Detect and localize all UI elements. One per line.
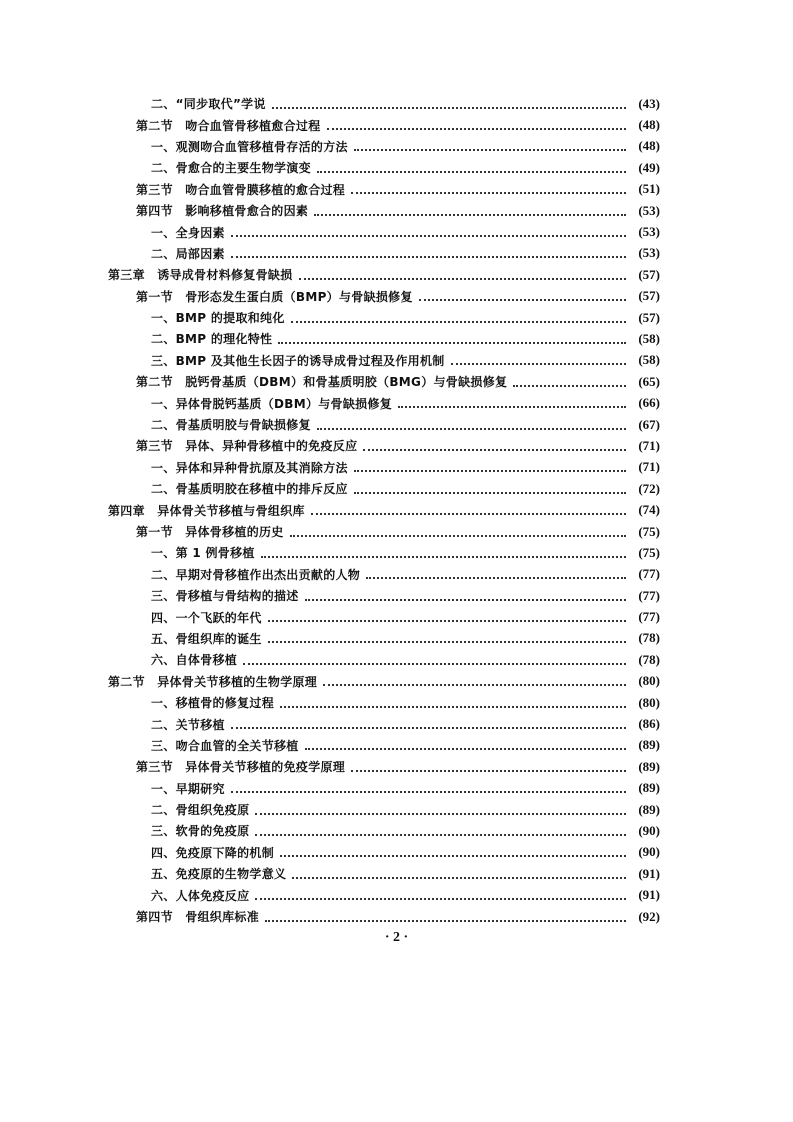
toc-entry-title: 二、骨组织免疫原 bbox=[151, 803, 250, 818]
toc-entry-item bbox=[0, 863, 793, 884]
toc-entry-section bbox=[0, 286, 793, 307]
dot-leader bbox=[280, 853, 626, 857]
toc-entry-item bbox=[0, 392, 793, 413]
toc-entry-item bbox=[0, 649, 793, 670]
toc-entry-title: 三、骨移植与骨结构的描述 bbox=[151, 589, 299, 604]
dot-leader bbox=[292, 875, 626, 879]
toc-entry-section bbox=[0, 371, 793, 392]
toc-entry-title: 一、移植骨的修复过程 bbox=[151, 696, 275, 711]
toc-entry-title: 一、异体和异种骨抗原及其消除方法 bbox=[151, 460, 348, 475]
dot-leader bbox=[231, 789, 626, 793]
dot-leader bbox=[314, 212, 626, 216]
toc-entry-item bbox=[0, 221, 793, 242]
dot-leader bbox=[451, 361, 626, 365]
dot-leader bbox=[255, 896, 626, 900]
toc-entry-title: 第四节 骨组织库标准 bbox=[136, 910, 260, 925]
toc-entry-title: 第四章 异体骨关节移植与骨组织库 bbox=[108, 503, 305, 518]
dot-leader bbox=[231, 725, 626, 729]
toc-entry-page: (48) bbox=[638, 117, 660, 133]
toc-entry-title: 二、关节移植 bbox=[151, 717, 225, 732]
dot-leader bbox=[513, 383, 626, 387]
toc-entry-title: 第三章 诱导成骨材料修复骨缺损 bbox=[108, 268, 293, 283]
toc-entry-page: (57) bbox=[638, 266, 660, 282]
dot-leader bbox=[363, 447, 626, 451]
dot-leader bbox=[354, 468, 626, 472]
toc-entry-item bbox=[0, 713, 793, 734]
toc-entry-page: (75) bbox=[638, 544, 660, 560]
toc-entry-title: 第二节 吻合血管骨移植愈合过程 bbox=[136, 118, 321, 133]
dot-leader bbox=[261, 554, 626, 558]
toc-entry-item bbox=[0, 884, 793, 905]
toc-entry-page: (77) bbox=[638, 587, 660, 603]
toc-entry-item bbox=[0, 136, 793, 157]
toc-entry-title: 第二节 脱钙骨基质（DBM）和骨基质明胶（BMG）与骨缺损修复 bbox=[136, 375, 508, 390]
toc-entry-item bbox=[0, 585, 793, 606]
toc-entry-title: 二、早期对骨移植作出杰出贡献的人物 bbox=[151, 567, 361, 582]
toc-entry-title: 第一节 骨形态发生蛋白质（BMP）与骨缺损修复 bbox=[136, 289, 413, 304]
toc-entry-chapter bbox=[0, 499, 793, 520]
toc-entry-title: 第三节 异体、异种骨移植中的免疫反应 bbox=[136, 439, 358, 454]
toc-entry-page: (89) bbox=[638, 780, 660, 796]
toc-entry-title: 五、骨组织库的诞生 bbox=[151, 631, 262, 646]
dot-leader bbox=[354, 147, 626, 151]
toc-entry-item bbox=[0, 157, 793, 178]
toc-entry-title: 二、“同步取代”学说 bbox=[151, 97, 266, 112]
toc-entry-title: 二、局部因素 bbox=[151, 246, 225, 261]
table-of-contents bbox=[0, 93, 793, 927]
toc-entry-page: (75) bbox=[638, 523, 660, 539]
dot-leader bbox=[305, 746, 626, 750]
toc-entry-page: (51) bbox=[638, 181, 660, 197]
toc-entry-title: 一、观测吻合血管移植骨存活的方法 bbox=[151, 139, 348, 154]
toc-entry-page: (71) bbox=[638, 437, 660, 453]
dot-leader bbox=[419, 297, 626, 301]
toc-entry-item bbox=[0, 820, 793, 841]
toc-entry-page: (43) bbox=[638, 95, 660, 111]
toc-entry-page: (58) bbox=[638, 330, 660, 346]
dot-leader bbox=[351, 768, 626, 772]
toc-entry-page: (65) bbox=[638, 373, 660, 389]
dot-leader bbox=[231, 254, 626, 258]
toc-entry-page: (80) bbox=[638, 694, 660, 710]
toc-entry-title: 四、一个飞跃的年代 bbox=[151, 610, 262, 625]
toc-entry-page: (74) bbox=[638, 502, 660, 518]
toc-entry-page: (78) bbox=[638, 630, 660, 646]
toc-entry-page: (72) bbox=[638, 480, 660, 496]
toc-entry-title: 二、骨基质明胶在移植中的排斥反应 bbox=[151, 482, 348, 497]
toc-entry-title: 三、吻合血管的全关节移植 bbox=[151, 738, 299, 753]
dot-leader bbox=[366, 575, 626, 579]
toc-entry-item bbox=[0, 328, 793, 349]
toc-entry-title: 二、骨愈合的主要生物学演变 bbox=[151, 161, 311, 176]
dot-leader bbox=[317, 169, 626, 173]
toc-entry-page: (78) bbox=[638, 651, 660, 667]
dot-leader bbox=[255, 811, 626, 815]
dot-leader bbox=[311, 511, 626, 515]
toc-entry-title: 三、BMP 及其他生长因子的诱导成骨过程及作用机制 bbox=[151, 353, 445, 368]
toc-entry-page: (71) bbox=[638, 459, 660, 475]
dot-leader bbox=[243, 661, 626, 665]
toc-entry-item bbox=[0, 778, 793, 799]
toc-entry-section bbox=[0, 906, 793, 927]
toc-entry-item bbox=[0, 478, 793, 499]
toc-entry-title: 三、软骨的免疫原 bbox=[151, 824, 250, 839]
toc-entry-title: 第三节 吻合血管骨膜移植的愈合过程 bbox=[136, 182, 346, 197]
toc-entry-item bbox=[0, 692, 793, 713]
toc-entry-title: 四、免疫原下降的机制 bbox=[151, 845, 275, 860]
toc-entry-title: 六、人体免疫反应 bbox=[151, 888, 250, 903]
toc-entry-page: (57) bbox=[638, 288, 660, 304]
toc-entry-page: (77) bbox=[638, 566, 660, 582]
toc-entry-page: (91) bbox=[638, 865, 660, 881]
toc-entry-section bbox=[0, 179, 793, 200]
toc-entry-title: 第四节 影响移植骨愈合的因素 bbox=[136, 204, 309, 219]
dot-leader bbox=[231, 233, 626, 237]
dot-leader bbox=[323, 682, 626, 686]
dot-leader bbox=[354, 490, 626, 494]
dot-leader bbox=[290, 533, 626, 537]
dot-leader bbox=[351, 190, 626, 194]
dot-leader bbox=[305, 597, 626, 601]
toc-entry-item bbox=[0, 243, 793, 264]
toc-entry-item bbox=[0, 542, 793, 563]
dot-leader bbox=[268, 618, 626, 622]
toc-entry-item bbox=[0, 414, 793, 435]
toc-entry-page: (58) bbox=[638, 352, 660, 368]
toc-entry-title: 第一节 异体骨移植的历史 bbox=[136, 525, 284, 539]
toc-entry-title: 一、异体骨脱钙基质（DBM）与骨缺损修复 bbox=[151, 396, 393, 411]
dot-leader bbox=[398, 404, 626, 408]
toc-entry-page: (66) bbox=[638, 395, 660, 411]
toc-entry-item bbox=[0, 93, 793, 114]
dot-leader bbox=[299, 276, 626, 280]
toc-entry-page: (91) bbox=[638, 887, 660, 903]
toc-entry-item bbox=[0, 564, 793, 585]
toc-entry-page: (92) bbox=[638, 908, 660, 924]
toc-entry-item bbox=[0, 842, 793, 863]
dot-leader bbox=[291, 319, 626, 323]
toc-entry-chapter bbox=[0, 671, 793, 692]
dot-leader bbox=[255, 832, 626, 836]
toc-entry-section bbox=[0, 200, 793, 221]
toc-entry-page: (49) bbox=[638, 159, 660, 175]
toc-entry-title: 第三节 异体骨关节移植的免疫学原理 bbox=[136, 760, 346, 775]
toc-entry-page: (90) bbox=[638, 822, 660, 838]
toc-entry-section bbox=[0, 521, 793, 542]
dot-leader bbox=[265, 918, 626, 922]
toc-entry-title: 五、免疫原的生物学意义 bbox=[151, 867, 287, 882]
dot-leader bbox=[268, 639, 626, 643]
toc-entry-page: (77) bbox=[638, 609, 660, 625]
page-number: · 2 · bbox=[384, 930, 409, 945]
toc-entry-item bbox=[0, 799, 793, 820]
toc-entry-item bbox=[0, 735, 793, 756]
toc-entry-page: (89) bbox=[638, 801, 660, 817]
toc-entry-item bbox=[0, 350, 793, 371]
toc-entry-page: (53) bbox=[638, 202, 660, 218]
toc-entry-title: 一、全身因素 bbox=[151, 225, 225, 240]
toc-entry-page: (48) bbox=[638, 138, 660, 154]
dot-leader bbox=[317, 426, 626, 430]
toc-entry-page: (57) bbox=[638, 309, 660, 325]
toc-entry-title: 一、BMP 的提取和纯化 bbox=[151, 311, 285, 326]
toc-entry-title: 第二节 异体骨关节移植的生物学原理 bbox=[108, 674, 318, 689]
dot-leader bbox=[327, 126, 626, 130]
toc-entry-item bbox=[0, 307, 793, 328]
toc-entry-title: 六、自体骨移植 bbox=[151, 653, 238, 668]
toc-entry-chapter bbox=[0, 264, 793, 285]
toc-entry-page: (89) bbox=[638, 758, 660, 774]
toc-entry-section bbox=[0, 114, 793, 135]
toc-entry-page: (67) bbox=[638, 416, 660, 432]
dot-leader bbox=[280, 704, 626, 708]
toc-entry-item bbox=[0, 457, 793, 478]
toc-entry-page: (89) bbox=[638, 737, 660, 753]
toc-entry-page: (53) bbox=[638, 224, 660, 240]
toc-entry-page: (80) bbox=[638, 673, 660, 689]
toc-entry-title: 一、早期研究 bbox=[151, 781, 225, 796]
toc-entry-item bbox=[0, 606, 793, 627]
toc-entry-page: (86) bbox=[638, 716, 660, 732]
dot-leader bbox=[272, 105, 626, 109]
dot-leader bbox=[278, 340, 626, 344]
toc-entry-section bbox=[0, 756, 793, 777]
toc-entry-title: 二、骨基质明胶与骨缺损修复 bbox=[151, 418, 311, 433]
toc-entry-section bbox=[0, 435, 793, 456]
toc-entry-page: (53) bbox=[638, 245, 660, 261]
toc-entry-title: 一、第 1 例骨移植 bbox=[151, 546, 255, 561]
toc-entry-page: (90) bbox=[638, 844, 660, 860]
toc-entry-item bbox=[0, 628, 793, 649]
toc-entry-title: 二、BMP 的理化特性 bbox=[151, 332, 273, 347]
